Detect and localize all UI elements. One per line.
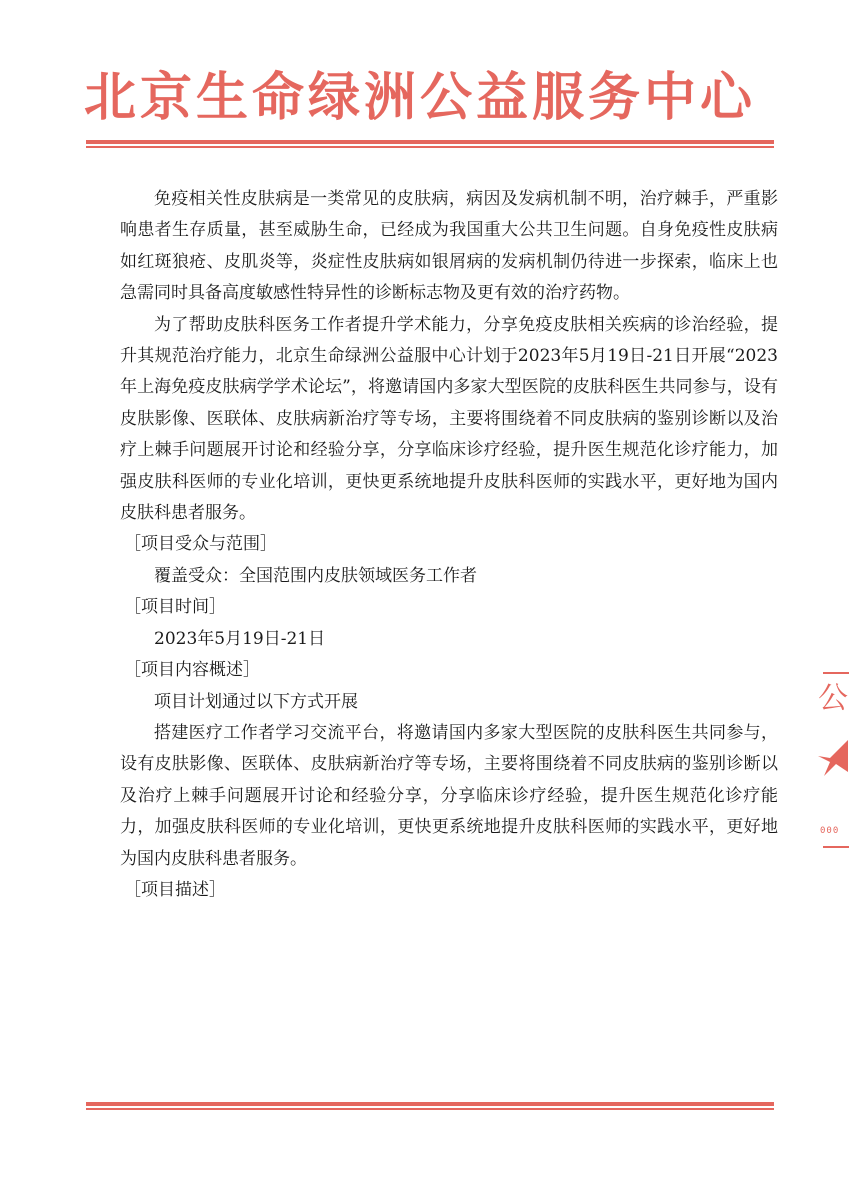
seal-border-bottom [823,846,849,848]
seal-char: 公 [818,681,848,716]
time-text: 2023年5月19日-21日 [154,628,326,649]
audience-text: 覆盖受众：全国范围内皮肤领域医务工作者 [154,565,477,586]
footer-rule [86,1102,774,1111]
organization-name: 北京生命绿洲公益服务中心 [84,68,757,128]
paragraph-background: 免疫相关性皮肤病是一类常见的皮肤病，病因及发病机制不明，治疗棘手，严重影响患者生存质量，甚至威胁生命，已经成为我国重大公共卫生问题。自身免疫性皮肤病如红斑狼疮、皮肌炎等，炎症性皮肤病如银屑病的发病机制仍待进一步探索，临床上也急需同时具备高度敏感性特异性的诊断标志物及更有效的治疗药物。 [120,189,778,304]
seal-serial: 000 [820,826,840,836]
rule-thick-line [86,140,774,144]
section-heading-audience: ［项目受众与范围］ [124,534,277,555]
overview-intro: 项目计划通过以下方式开展 [154,691,358,712]
rule-thick-line [86,1102,774,1106]
rule-thin-line [86,146,774,148]
seal-border-top [823,672,849,674]
document-body [120,184,778,906]
partial-seal-stamp [812,672,849,852]
rule-thin-line [86,1108,774,1110]
seal-star-icon [818,738,848,778]
paragraph-purpose: 为了帮助皮肤科医务工作者提升学术能力，分享免疫皮肤相关疾病的诊治经验，提升其规范治疗能力，北京生命绿洲公益服中心计划于2023年5月19日-21日开展“2023年上海免疫皮肤病学学术论坛”，将邀请国内多家大型医院的皮肤科医生共同参与，设有皮肤影像、医联体、皮肤病新治疗等专场，主要将围绕着不同皮肤病的鉴别诊断以及治疗上棘手问题展开讨论和经验分享，分享临床诊疗经验，提升医生规范化诊疗能力，加强皮肤科医师的专业化培训，更快更系统地提升皮肤科医师的实践水平，更好地为国内皮肤科患者服务。 [120,314,778,524]
section-heading-overview: ［项目内容概述］ [124,660,260,681]
paragraph-platform: 搭建医疗工作者学习交流平台，将邀请国内多家大型医院的皮肤科医生共同参与，设有皮肤影像、医联体、皮肤病新治疗等专场，主要将围绕着不同皮肤病的鉴别诊断以及治疗上棘手问题展开讨论和经验分享，分享临床诊疗经验，提升医生规范化诊疗能力，加强皮肤科医师的专业化培训，更快更系统地提升皮肤科医师的实践水平，更好地为国内皮肤科患者服务。 [120,722,778,869]
letterhead [84,66,774,138]
section-heading-description: ［项目描述］ [124,879,226,900]
letterhead-rule-top [86,140,774,149]
section-heading-time: ［项目时间］ [124,597,226,618]
